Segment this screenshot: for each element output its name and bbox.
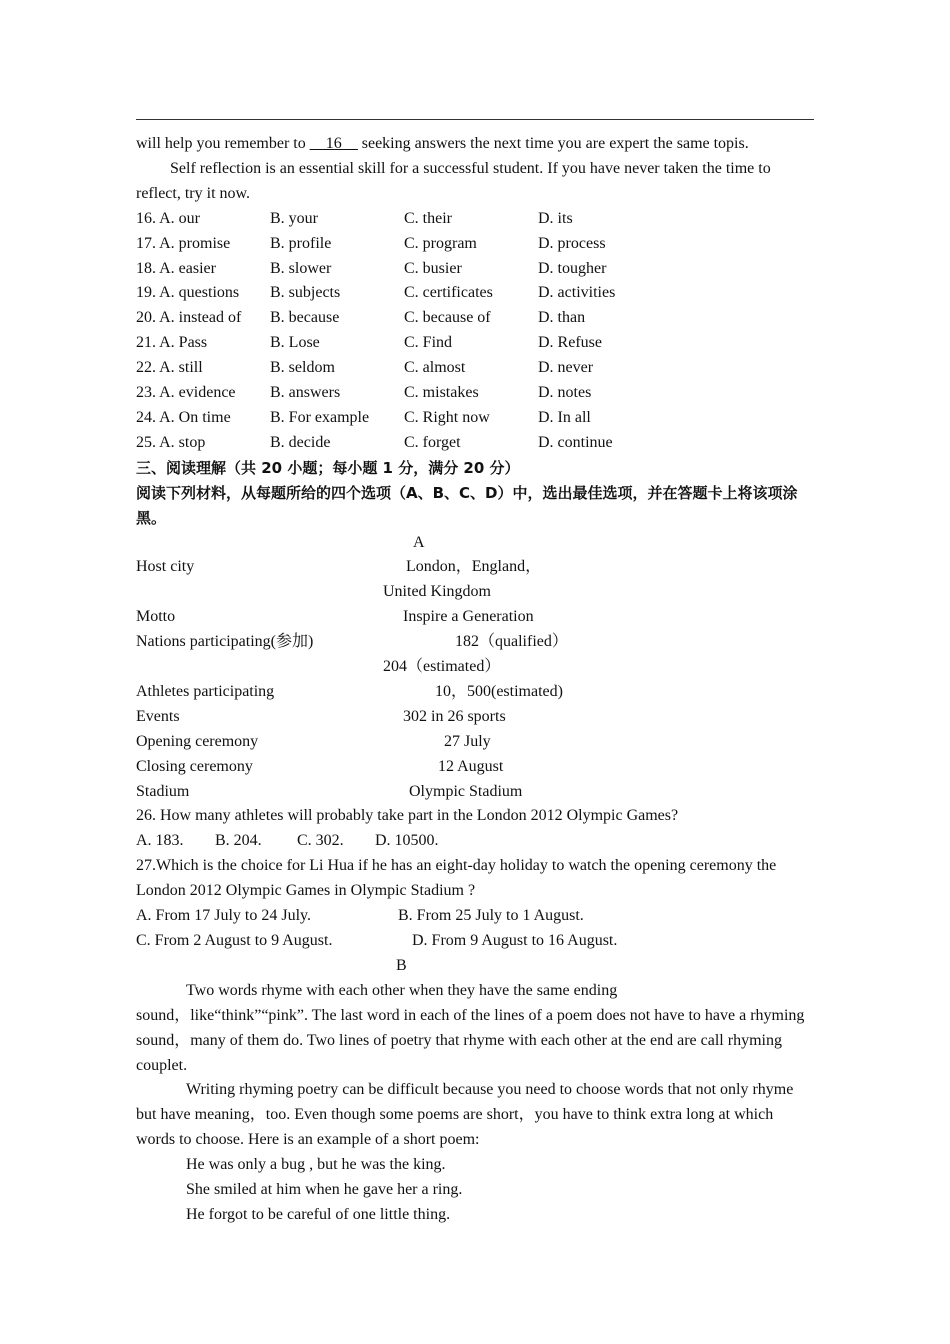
paragraph-text: Self reflection is an essential skill for a successful student. If you have never taken the time to reflect, try it now. [136,159,771,202]
option-row-16 [136,207,814,232]
olympics-table [136,555,814,804]
option-c: C. certificates [404,284,493,302]
passage-b-para2: Writing rhyming poetry can be difficult because you need to choose words that not only rhyme but have meaning，too. Even though some poems are short，you have to think extra long at which words to choose. Here is an example of a short poem: [136,1081,794,1149]
passage-a-label: A [413,533,425,551]
option-a: 20. A. instead of [136,309,242,327]
question-27-options-ab [136,904,814,929]
option-d: D. Refuse [538,334,602,352]
option-b: B. subjects [270,284,341,302]
option-c: C. Find [404,334,453,352]
passage-b-label: B [396,956,407,974]
option-b: B. slower [270,259,332,277]
option-b: B. 204. [215,832,262,850]
table-row-nations-cont [136,655,814,680]
table-value: 302 in 26 sports [403,707,506,725]
option-row-17 [136,232,814,257]
table-row-motto [136,605,814,630]
option-row-21 [136,331,814,356]
option-b: B. profile [270,234,332,252]
option-d: D. notes [538,384,592,402]
cloze-options [136,207,814,456]
text-fragment: will help you remember to [136,135,310,152]
blank-16: __16__ [309,135,358,152]
question-26-options [136,829,814,854]
table-key: Events [136,707,180,725]
option-a: 21. A. Pass [136,334,208,352]
table-key: Closing ceremony [136,757,253,775]
option-row-25 [136,431,814,456]
option-d: D. its [538,209,573,227]
document-body [136,132,814,1228]
option-a: 22. A. still [136,359,203,377]
option-c: C. mistakes [404,384,479,402]
option-c: C. their [404,209,452,227]
option-row-19 [136,281,814,306]
table-value: 12 August [438,757,504,775]
table-row-stadium [136,780,814,805]
option-d: D. In all [538,408,591,426]
poem-line: He forgot to be careful of one little thing. [186,1205,451,1223]
option-b: B. your [270,209,318,227]
table-key: Opening ceremony [136,732,259,750]
option-b: B. because [270,309,340,327]
table-key: Athletes participating [136,682,275,700]
option-row-22 [136,356,814,381]
table-row-closing [136,755,814,780]
option-row-18 [136,257,814,282]
question-27: 27.Which is the choice for Li Hua if he has an eight-day holiday to watch the opening ceremony the London 2012 Olympic Games in Olympic Stadium ? [136,857,777,900]
option-c: C. because of [404,309,491,327]
option-b: B. seldom [270,359,335,377]
option-c: C. program [404,234,477,252]
table-row-athletes [136,680,814,705]
option-a: 16. A. our [136,209,200,227]
option-c: C. From 2 August to 9 August. [136,932,333,949]
option-a: 17. A. promise [136,234,231,252]
option-b: B. Lose [270,334,320,352]
table-value: 10，500(estimated) [435,682,563,700]
question-27-options-cd [136,929,814,954]
poem [136,1153,814,1228]
option-d: D. never [538,359,594,377]
option-c: C. Right now [404,408,490,426]
table-row-host-cont [136,580,814,605]
table-value: Inspire a Generation [403,608,534,626]
section-instruction: 阅读下列材料，从每题所给的四个选项（A、B、C、D）中，选出最佳选项，并在答题卡上将该项涂黑。 [136,483,798,527]
section-heading: 三、阅读理解（共 20 小题；每小题 1 分，满分 20 分） [136,458,520,477]
option-a: 18. A. easier [136,259,216,277]
option-row-20 [136,306,814,331]
option-row-23 [136,381,814,406]
poem-line: He was only a bug , but he was the king. [186,1156,446,1174]
option-d: D. continue [538,433,613,451]
poem-line: She smiled at him when he gave her a ring. [186,1181,463,1199]
table-value: United Kingdom [383,583,491,601]
table-key: Host city [136,558,195,576]
table-row-nations [136,630,814,655]
option-a: 23. A. evidence [136,384,236,402]
self-reflection-paragraph [136,157,814,207]
option-d: D. activities [538,284,616,302]
table-value: 204（estimated） [383,658,501,676]
option-b: B. answers [270,384,341,402]
option-d: D. 10500. [375,832,439,850]
option-a: 24. A. On time [136,408,231,426]
header-rule [136,119,814,120]
table-value: London，England， [406,558,542,576]
option-d: D. From 9 August to 16 August. [412,932,618,949]
question-26: 26. How many athletes will probably take part in the London 2012 Olympic Games? [136,807,679,825]
option-d: D. than [538,309,586,327]
table-key: Motto [136,608,176,626]
option-b: B. From 25 July to 1 August. [398,907,584,925]
table-value: 182（qualified） [455,633,568,651]
table-row-events [136,705,814,730]
passage-b-para1-first: Two words rhyme with each other when they have the same ending [186,981,618,999]
option-a: A. 183. [136,832,184,850]
option-a: 25. A. stop [136,433,206,451]
table-key: Nations participating(参加) [136,633,314,651]
option-c: C. almost [404,359,466,377]
option-c: C. forget [404,433,461,451]
option-c: C. busier [404,259,462,277]
table-key: Stadium [136,782,190,800]
table-row-opening [136,730,814,755]
option-b: B. decide [270,433,331,451]
text-fragment: seeking answers the next time you are expert the same topis. [357,135,749,152]
passage-b-para1-rest: sound，like“think”“pink”. The last word in each of the lines of a poem does not have to have a rhyming sound，many of them do. Two lines of poetry that rhyme with each other at the end are call rhyming couplet. [136,1006,805,1074]
option-c: C. 302. [297,832,344,850]
passage-end-line [136,132,814,157]
table-value: 27 July [444,732,491,750]
table-value: Olympic Stadium [409,782,523,800]
option-b: B. For example [270,408,370,426]
option-d: D. tougher [538,259,607,277]
table-row-host [136,555,814,580]
option-d: D. process [538,234,606,252]
option-a: A. From 17 July to 24 July. [136,907,311,925]
option-row-24 [136,406,814,431]
option-a: 19. A. questions [136,284,240,302]
